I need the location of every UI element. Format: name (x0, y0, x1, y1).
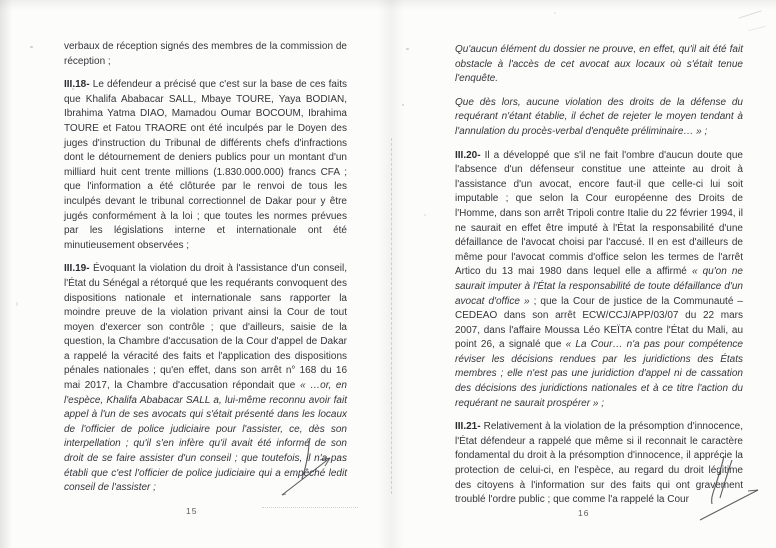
paragraph (64, 78, 347, 253)
text-segment: Qu'aucun élément du dossier ne prouve, en effet, qu'il ait été fait obstacle à l'accès de cet avocat aux locaux où s'était tenue l'enquête. (455, 44, 743, 85)
page-body (455, 43, 743, 517)
text-segment: Le défendeur a précisé que c'est sur la base de ces faits que Khalifa Ababacar SALL, Mbaye TOURE, Yaya BODIAN, Ibrahima Yatma DIAO, Mamadou Oumar BOCOUM, Ibrahima TOURE et Fatou TRAORE ont été inculpés par le Doyen des juges d'instruction du Tribunal de différents chefs d'infractions dont le détournement de deniers publics pour un montant d'un milliard huit cent trente millions (1.830.000.000) francs CFA ; que l'information a été clôturée par le renvoi de tous les inculpés devant le tribunal correctionnel de Dakar pour y être jugés conformément à la loi ; que toutes les normes prévues par les législations interne et internationale ont été minutieusement observées ; (64, 79, 347, 251)
page-number: 15 (186, 506, 198, 516)
paragraph (64, 262, 347, 496)
text-segment: Évoquant la violation du droit à l'assistance d'un conseil, l'État du Sénégal a rétorqué que les requérants convoquent des dispositions nationale et internationale sans rapporter la moindre preuve de la violation privant ainsi la Cour de tout moyen d'exercer son contrôle ; que d'ailleurs, saisie de la question, la Chambre d'accusation de la Cour d'appel de Dakar a rappelé la véracité des faits et l'application des dispositions pénales nationales ; qu'en effet, dans son arrêt n° 168 du 16 mai 2017, la Chambre d'accusation répondait que (64, 263, 347, 392)
text-segment: « …or, en l'espèce, Khalifa Ababacar SALL a, lui-même reconnu avoir fait appel à l'un de ses avocats qui s'était présenté dans les locaux de l'officier de police judiciaire pour l'assister, ce, dès son interpellation ; qu'il s'en infère qu'il avait été informé de son droit de se faire assister d'un conseil ; que toutefois, il n'a pas établi que c'est l'officier de police judiciaire qui a empêché ledit conseil de l'assister ; (64, 380, 347, 494)
text-segment: « La Cour… n'a pas pour compétence réviser les décisions rendues par les juridictions des États membres ; elle n'est pas une juridiction d'appel ni de cassation des décisions des juridictions nationales et à ce titre l'action du requérant ne saurait prospérer » ; (455, 339, 743, 409)
text-segment: Relativement à la violation de la présomption d'innocence, l'État défendeur a rappelé que même si il reconnait le caractère fondamental du droit à la présomption d'innocence, il apprécie la protection de celui-ci, en l'espèce, au regard du droit légitime des citoyens à l'information sur des faits qui ont gravement troublé l'ordre public ; que comme l'a rappelé la Cour (455, 421, 743, 506)
scan-edge-shadow-left (0, 0, 12, 548)
paragraph (455, 43, 743, 87)
scan-noise (262, 507, 358, 508)
scan-noise (748, 26, 766, 31)
page-number: 16 (578, 508, 590, 518)
scan-noise (424, 214, 426, 216)
paragraph (64, 40, 347, 69)
text-segment: verbaux de réception signés des membres de la commission de réception ; (64, 41, 347, 67)
scan-noise (738, 10, 761, 18)
scan-noise (554, 12, 556, 14)
page-gutter-fold-line (391, 138, 392, 494)
text-segment: III.21- (455, 421, 481, 433)
text-segment: III.18- (64, 79, 90, 91)
paragraph (455, 96, 743, 140)
text-segment: Il a développé que s'il ne fait l'ombre d'aucun doute que l'absence d'un défenseur constitue une atteinte au droit à l'assistance d'un avocat, encore faut-il que celle-ci lui soit imputable ; que selon la Cour européenne des Droits de l'Homme, dans son arrêt Tripoli contre Italie du 22 février 1994, il ne saurait en effet être imputé à l'État la responsabilité d'une défaillance de l'avocat choisi par l'accusé. Il en est d'ailleurs de même pour l'avocat commis d'office selon les termes de l'arrêt Artico du 13 mai 1980 dans lequel elle a affirmé (455, 149, 743, 278)
paragraph (455, 420, 743, 508)
text-segment: III.20- (455, 149, 481, 161)
text-segment: « qu'on ne saurait imputer à l'État la responsabilité de toute défaillance d'un avocat d'office » (455, 266, 743, 307)
page-body (64, 40, 347, 505)
scan-noise (406, 48, 409, 50)
text-segment: III.19- (64, 263, 90, 275)
scan-noise (16, 302, 18, 306)
paragraph (455, 149, 743, 412)
scan-noise (402, 104, 404, 106)
text-segment: ; que la Cour de justice de la Communauté – CEDEAO dans son arrêt ECW/CCJ/APP/03/07 du 22 mars 2007, dans l'affaire Moussa Léo KEÏTA contre l'État du Mali, au point 26, a signalé que (455, 295, 743, 351)
text-segment: Que dès lors, aucune violation des droits de la défense du requérant n'étant établie, il échet de rejeter le moyen tendant à l'annulation du procès-verbal d'enquête préliminaire… » ; (455, 96, 743, 137)
scan-noise (30, 46, 33, 48)
